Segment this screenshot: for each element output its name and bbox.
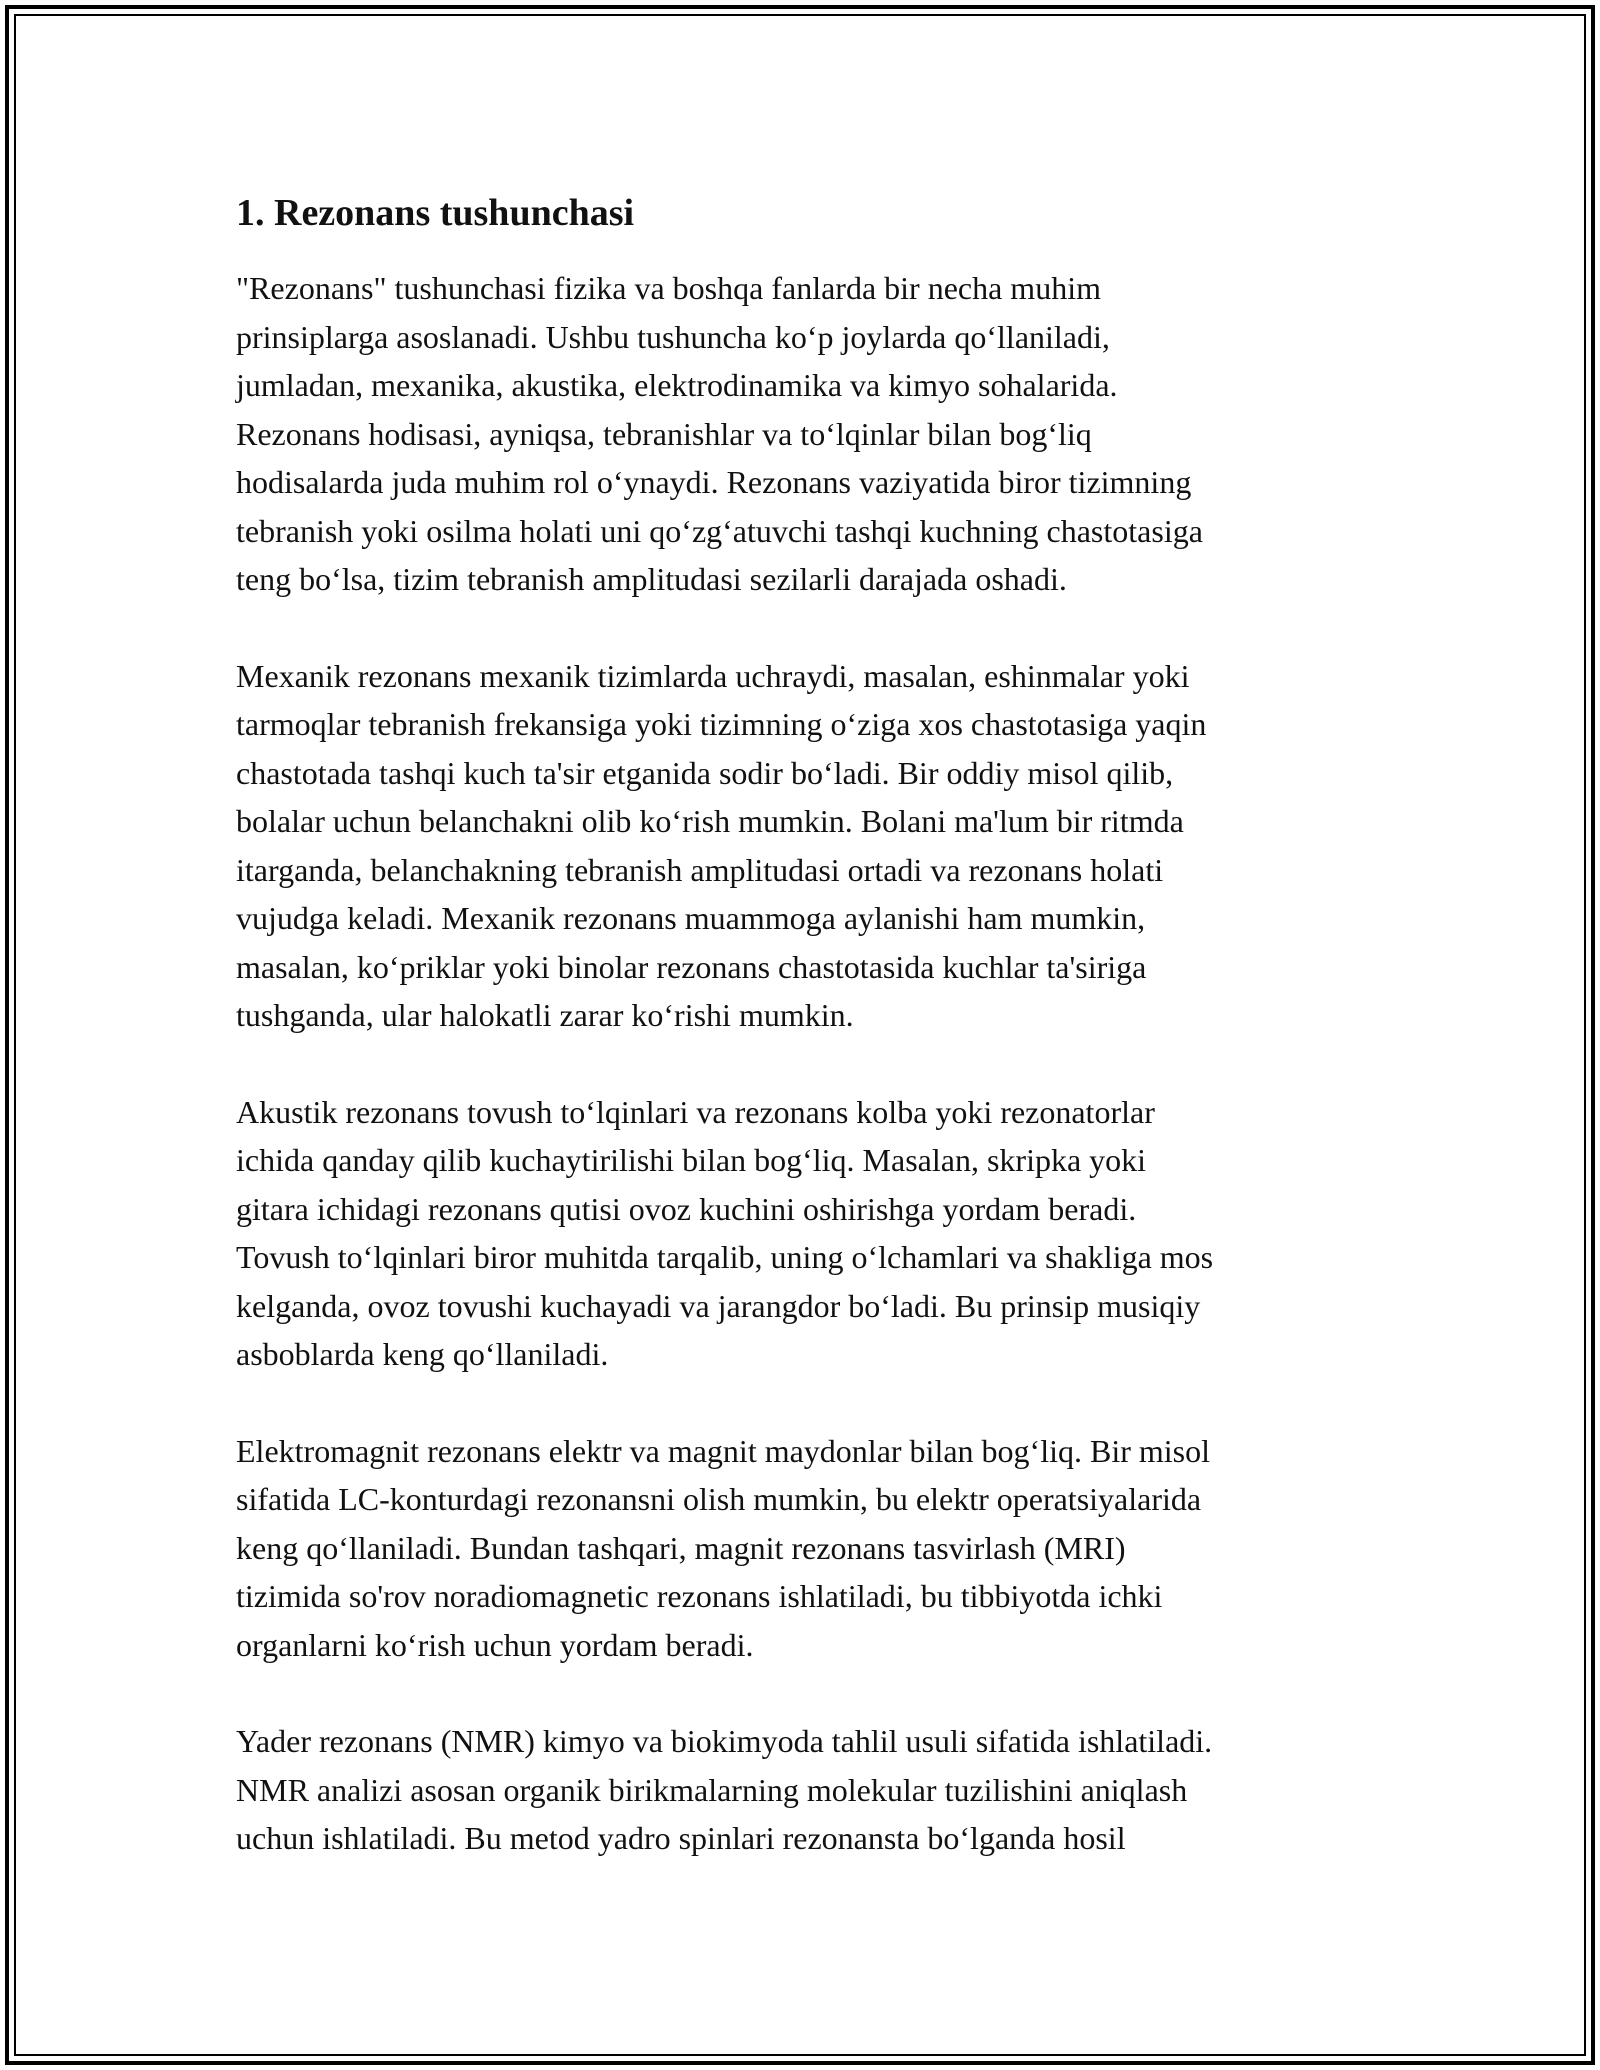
text-line: tebranish yoki osilma holati uni qo‘zg‘atuvchi tashqi kuchning chastotasiga — [236, 512, 1203, 549]
text-line: Yader rezonans (NMR) kimyo va biokimyoda tahlil usuli sifatida ishlatiladi. — [236, 1723, 1213, 1759]
text-line: tarmoqlar tebranish frekansiga yoki tizimning o‘ziga xos chastotasiga yaqin — [236, 706, 1207, 742]
text-line: gitara ichidagi rezonans qutisi ovoz kuchini oshirishga yordam beradi. — [236, 1190, 1137, 1227]
text-line: bolalar uchun belanchakni olib ko‘rish mumkin. Bolani ma'lum bir ritmda — [236, 803, 1184, 839]
paragraph-intro — [236, 264, 1386, 604]
text-line: tizimida so'rov noradiomagnetic rezonans ishlatiladi, bu tibbiyotda ichki — [236, 1578, 1163, 1614]
text-line: Akustik rezonans tovush to‘lqinlari va rezonans kolba yoki rezonatorlar — [236, 1093, 1155, 1130]
text-line: hodisalarda juda muhim rol o‘ynaydi. Rezonans vaziyatida biror tizimning — [236, 464, 1192, 500]
text-line: organlarni ko‘rish uchun yordam beradi. — [236, 1626, 754, 1663]
text-line: masalan, ko‘priklar yoki binolar rezonans chastotasida kuchlar ta'siriga — [236, 948, 1147, 985]
text-line: Rezonans hodisasi, ayniqsa, tebranishlar va to‘lqinlar bilan bog‘liq — [236, 415, 1092, 452]
page-title: 1. Rezonans tushunchasi — [236, 192, 635, 234]
paragraph-electromagnetic — [236, 1427, 1386, 1670]
paragraph-mechanical — [236, 652, 1386, 1040]
text-line: vujudga keladi. Mexanik rezonans muammoga aylanishi ham mumkin, — [236, 900, 1146, 936]
paragraph-nuclear — [236, 1717, 1386, 1863]
text-line: uchun ishlatiladi. Bu metod yadro spinlari rezonansta bo‘lganda hosil — [236, 1820, 1126, 1856]
text-line: Tovush to‘lqinlari biror muhitda tarqalib, uning o‘lchamlari va shakliga mos — [236, 1239, 1214, 1275]
document-body — [236, 180, 1386, 1911]
text-line: Mexanik rezonans mexanik tizimlarda uchraydi, masalan, eshinmalar yoki — [236, 657, 1190, 694]
text-line: "Rezonans" tushunchasi fizika va boshqa fanlarda bir necha muhim — [236, 270, 1101, 306]
text-line: jumladan, mexanika, akustika, elektrodinamika va kimyo sohalarida. — [236, 367, 1118, 403]
text-line: sifatida LC-konturdagi rezonansni olish mumkin, bu elektr operatsiyalarida — [236, 1481, 1202, 1517]
text-line: NMR analizi asosan organik birikmalarning molekular tuzilishini aniqlash — [236, 1771, 1188, 1808]
paragraph-acoustic — [236, 1088, 1386, 1379]
text-line: asboblarda keng qo‘llaniladi. — [236, 1336, 609, 1372]
text-line: itarganda, belanchakning tebranish amplitudasi ortadi va rezonans holati — [236, 851, 1164, 888]
text-line: ichida qanday qilib kuchaytirilishi bilan bog‘liq. Masalan, skripka yoki — [236, 1142, 1147, 1178]
text-line: tushganda, ular halokatli zarar ko‘rishi mumkin. — [236, 997, 854, 1033]
text-line: teng bo‘lsa, tizim tebranish amplitudasi sezilarli darajada oshadi. — [236, 561, 1067, 597]
text-line: chastotada tashqi kuch ta'sir etganida sodir bo‘ladi. Bir oddiy misol qilib, — [236, 754, 1174, 791]
text-line: Elektromagnit rezonans elektr va magnit maydonlar bilan bog‘liq. Bir misol — [236, 1432, 1210, 1469]
text-line: prinsiplarga asoslanadi. Ushbu tushuncha ko‘p joylarda qo‘llaniladi, — [236, 318, 1110, 355]
text-line: kelganda, ovoz tovushi kuchayadi va jarangdor bo‘ladi. Bu prinsip musiqiy — [236, 1287, 1201, 1324]
text-line: keng qo‘llaniladi. Bundan tashqari, magnit rezonans tasvirlash (MRI) — [236, 1529, 1126, 1566]
